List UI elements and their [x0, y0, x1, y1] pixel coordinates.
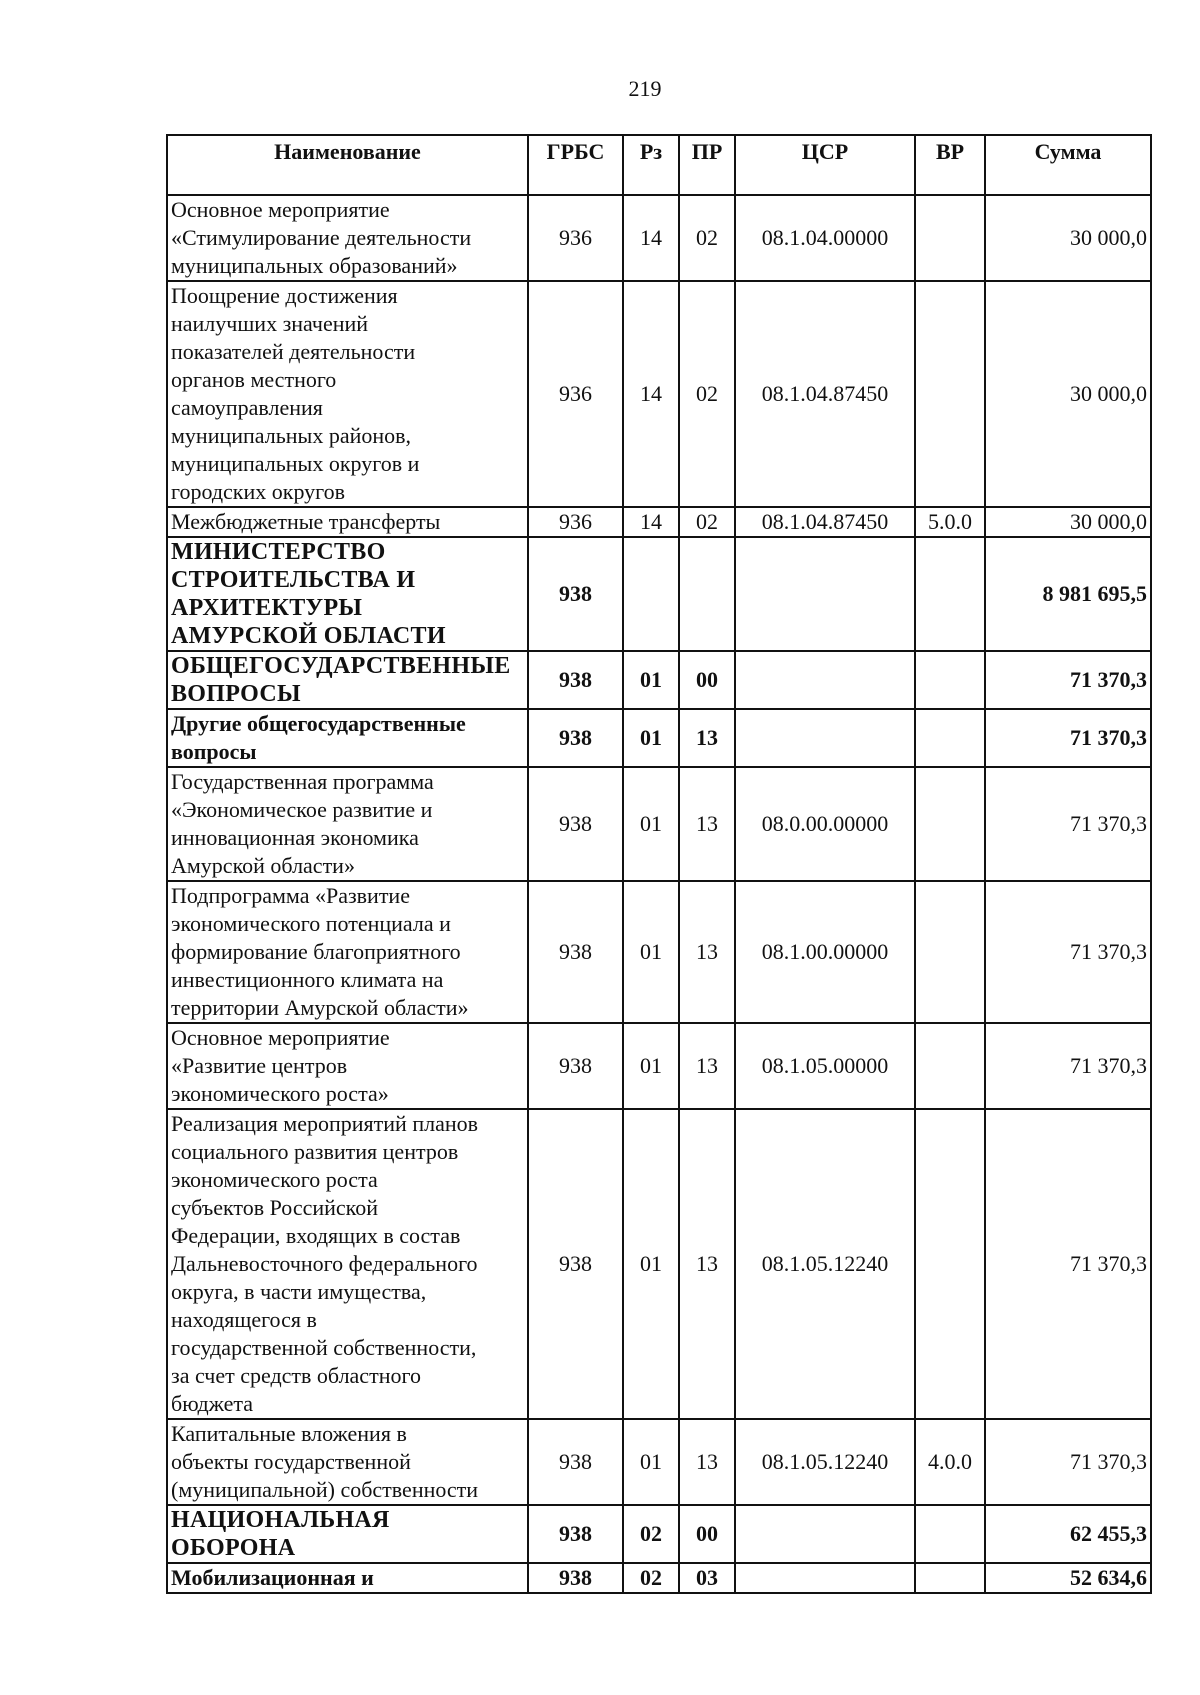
cell-grbs: 938 [528, 1563, 623, 1593]
table-row [167, 1419, 1151, 1505]
page-number: 219 [628, 76, 662, 101]
table-row [167, 1023, 1151, 1109]
cell-sum: 30 000,0 [985, 195, 1151, 281]
cell-name-line: Федерации, входящих в состав [171, 1223, 461, 1248]
cell-sum: 71 370,3 [985, 709, 1151, 767]
cell-sum: 52 634,6 [985, 1563, 1151, 1593]
cell-name [167, 709, 528, 767]
table-row [167, 1109, 1151, 1419]
cell-name [167, 195, 528, 281]
cell-sum: 30 000,0 [985, 281, 1151, 507]
cell-csr [735, 1563, 915, 1593]
cell-name-line: АМУРСКОЙ ОБЛАСТИ [171, 623, 446, 649]
cell-sum: 71 370,3 [985, 1419, 1151, 1505]
cell-name-line: за счет средств областного [171, 1363, 421, 1388]
cell-name-line: НАЦИОНАЛЬНАЯ [171, 1507, 390, 1533]
budget-table [166, 134, 1152, 1594]
table-body [167, 195, 1151, 1593]
table-row [167, 767, 1151, 881]
cell-csr [735, 709, 915, 767]
cell-name-line: инновационная экономика [171, 825, 419, 850]
header-sum: Сумма [985, 135, 1151, 195]
cell-name [167, 507, 528, 537]
cell-pr: 13 [679, 1109, 735, 1419]
cell-vr [915, 881, 985, 1023]
table-row [167, 195, 1151, 281]
cell-vr [915, 651, 985, 709]
header-vr: ВР [915, 135, 985, 195]
cell-csr [735, 1505, 915, 1563]
header-csr: ЦСР [735, 135, 915, 195]
cell-csr: 08.1.05.12240 [735, 1419, 915, 1505]
header-name: Наименование [167, 135, 528, 195]
cell-rz: 14 [623, 281, 679, 507]
cell-name-line: органов местного [171, 367, 337, 392]
cell-csr: 08.0.00.00000 [735, 767, 915, 881]
table-row [167, 1563, 1151, 1593]
cell-sum: 71 370,3 [985, 1023, 1151, 1109]
cell-pr: 00 [679, 651, 735, 709]
cell-vr [915, 537, 985, 651]
cell-sum: 71 370,3 [985, 881, 1151, 1023]
cell-sum: 30 000,0 [985, 507, 1151, 537]
cell-name-line: социального развития центров [171, 1139, 459, 1164]
header-rz: Рз [623, 135, 679, 195]
cell-name-line: «Стимулирование деятельности [171, 225, 472, 250]
cell-vr [915, 767, 985, 881]
cell-vr [915, 195, 985, 281]
cell-name-line: ОБЩЕГОСУДАРСТВЕННЫЕ [171, 653, 511, 679]
cell-grbs: 938 [528, 1505, 623, 1563]
cell-rz: 01 [623, 881, 679, 1023]
cell-rz: 01 [623, 1109, 679, 1419]
cell-rz: 02 [623, 1505, 679, 1563]
cell-name-line: муниципальных округов и [171, 451, 420, 476]
cell-grbs: 938 [528, 709, 623, 767]
cell-grbs: 938 [528, 881, 623, 1023]
cell-rz: 01 [623, 1419, 679, 1505]
cell-name-line: Реализация мероприятий планов [171, 1111, 479, 1136]
cell-name-line: СТРОИТЕЛЬСТВА И [171, 567, 416, 593]
cell-name-line: бюджета [171, 1391, 254, 1416]
cell-rz: 01 [623, 1023, 679, 1109]
table-row [167, 881, 1151, 1023]
cell-rz: 14 [623, 507, 679, 537]
cell-name-line: экономического роста [171, 1167, 378, 1192]
cell-name-line: экономического роста» [171, 1081, 389, 1106]
cell-vr [915, 1023, 985, 1109]
cell-grbs: 938 [528, 651, 623, 709]
cell-name-line: МИНИСТЕРСТВО [171, 539, 386, 565]
cell-name [167, 1563, 528, 1593]
cell-pr: 13 [679, 709, 735, 767]
cell-name-line: Основное мероприятие [171, 197, 390, 222]
cell-name [167, 1419, 528, 1505]
cell-sum: 71 370,3 [985, 767, 1151, 881]
cell-vr [915, 709, 985, 767]
cell-name-line: показателей деятельности [171, 339, 416, 364]
cell-vr [915, 1563, 985, 1593]
cell-name-line: муниципальных районов, [171, 423, 412, 448]
cell-grbs: 938 [528, 1419, 623, 1505]
cell-name-line: государственной собственности, [171, 1335, 477, 1360]
cell-sum: 62 455,3 [985, 1505, 1151, 1563]
cell-name-line: ОБОРОНА [171, 1535, 296, 1561]
cell-pr [679, 537, 735, 651]
cell-name-line: Подпрограмма «Развитие [171, 883, 410, 908]
cell-name-line: Межбюджетные трансферты [171, 509, 441, 534]
cell-grbs: 938 [528, 1023, 623, 1109]
cell-grbs: 938 [528, 767, 623, 881]
cell-pr: 02 [679, 195, 735, 281]
table-header [167, 135, 1151, 195]
cell-name [167, 651, 528, 709]
cell-name [167, 767, 528, 881]
table-row [167, 507, 1151, 537]
cell-pr: 13 [679, 767, 735, 881]
table-row [167, 281, 1151, 507]
cell-name-line: формирование благоприятного [171, 939, 461, 964]
cell-name-line: Мобилизационная и [171, 1565, 374, 1590]
cell-name [167, 537, 528, 651]
cell-csr: 08.1.05.00000 [735, 1023, 915, 1109]
cell-name-line: инвестиционного климата на [171, 967, 444, 992]
cell-pr: 13 [679, 1419, 735, 1505]
cell-name-line: «Развитие центров [171, 1053, 348, 1078]
cell-name-line: экономического потенциала и [171, 911, 451, 936]
cell-pr: 03 [679, 1563, 735, 1593]
cell-name-line: ВОПРОСЫ [171, 681, 301, 707]
cell-name-line: городских округов [171, 479, 346, 504]
cell-pr: 13 [679, 1023, 735, 1109]
cell-name [167, 1023, 528, 1109]
cell-name-line: территории Амурской области» [171, 995, 469, 1020]
cell-grbs: 936 [528, 195, 623, 281]
cell-name-line: округа, в части имущества, [171, 1279, 427, 1304]
cell-rz: 01 [623, 709, 679, 767]
cell-name-line: субъектов Российской [171, 1195, 379, 1220]
cell-name-line: вопросы [171, 739, 257, 764]
header-grbs: ГРБС [528, 135, 623, 195]
cell-pr: 02 [679, 281, 735, 507]
cell-name-line: Дальневосточного федерального [171, 1251, 478, 1276]
cell-grbs: 936 [528, 281, 623, 507]
cell-name-line: самоуправления [171, 395, 323, 420]
table-row [167, 537, 1151, 651]
cell-pr: 02 [679, 507, 735, 537]
cell-csr: 08.1.05.12240 [735, 1109, 915, 1419]
cell-sum: 71 370,3 [985, 651, 1151, 709]
cell-vr: 5.0.0 [915, 507, 985, 537]
cell-csr: 08.1.04.00000 [735, 195, 915, 281]
cell-rz: 14 [623, 195, 679, 281]
table-row [167, 651, 1151, 709]
cell-pr: 13 [679, 881, 735, 1023]
cell-grbs: 938 [528, 1109, 623, 1419]
cell-name-line: Государственная программа [171, 769, 434, 794]
cell-vr [915, 1505, 985, 1563]
cell-name-line: находящегося в [171, 1307, 317, 1332]
table-row [167, 1505, 1151, 1563]
cell-rz: 02 [623, 1563, 679, 1593]
cell-csr: 08.1.00.00000 [735, 881, 915, 1023]
cell-vr: 4.0.0 [915, 1419, 985, 1505]
cell-rz [623, 537, 679, 651]
cell-name-line: «Экономическое развитие и [171, 797, 433, 822]
cell-csr: 08.1.04.87450 [735, 507, 915, 537]
cell-grbs: 938 [528, 537, 623, 651]
cell-name-line: Капитальные вложения в [171, 1421, 407, 1446]
cell-name [167, 1505, 528, 1563]
cell-name [167, 881, 528, 1023]
cell-sum: 71 370,3 [985, 1109, 1151, 1419]
cell-vr [915, 281, 985, 507]
cell-name-line: Другие общегосударственные [171, 711, 466, 736]
cell-rz: 01 [623, 767, 679, 881]
cell-name-line: муниципальных образований» [171, 253, 458, 278]
cell-grbs: 936 [528, 507, 623, 537]
cell-name-line: Амурской области» [171, 853, 355, 878]
cell-vr [915, 1109, 985, 1419]
cell-name-line: Основное мероприятие [171, 1025, 390, 1050]
cell-rz: 01 [623, 651, 679, 709]
cell-name-line: АРХИТЕКТУРЫ [171, 595, 363, 621]
table-row [167, 709, 1151, 767]
header-pr: ПР [679, 135, 735, 195]
cell-csr [735, 537, 915, 651]
cell-name-line: наилучших значений [171, 311, 369, 336]
cell-name [167, 1109, 528, 1419]
cell-csr: 08.1.04.87450 [735, 281, 915, 507]
cell-name-line: Поощрение достижения [171, 283, 398, 308]
cell-pr: 00 [679, 1505, 735, 1563]
cell-name-line: (муниципальной) собственности [171, 1477, 479, 1502]
cell-name-line: объекты государственной [171, 1449, 411, 1474]
cell-name [167, 281, 528, 507]
cell-csr [735, 651, 915, 709]
cell-sum: 8 981 695,5 [985, 537, 1151, 651]
